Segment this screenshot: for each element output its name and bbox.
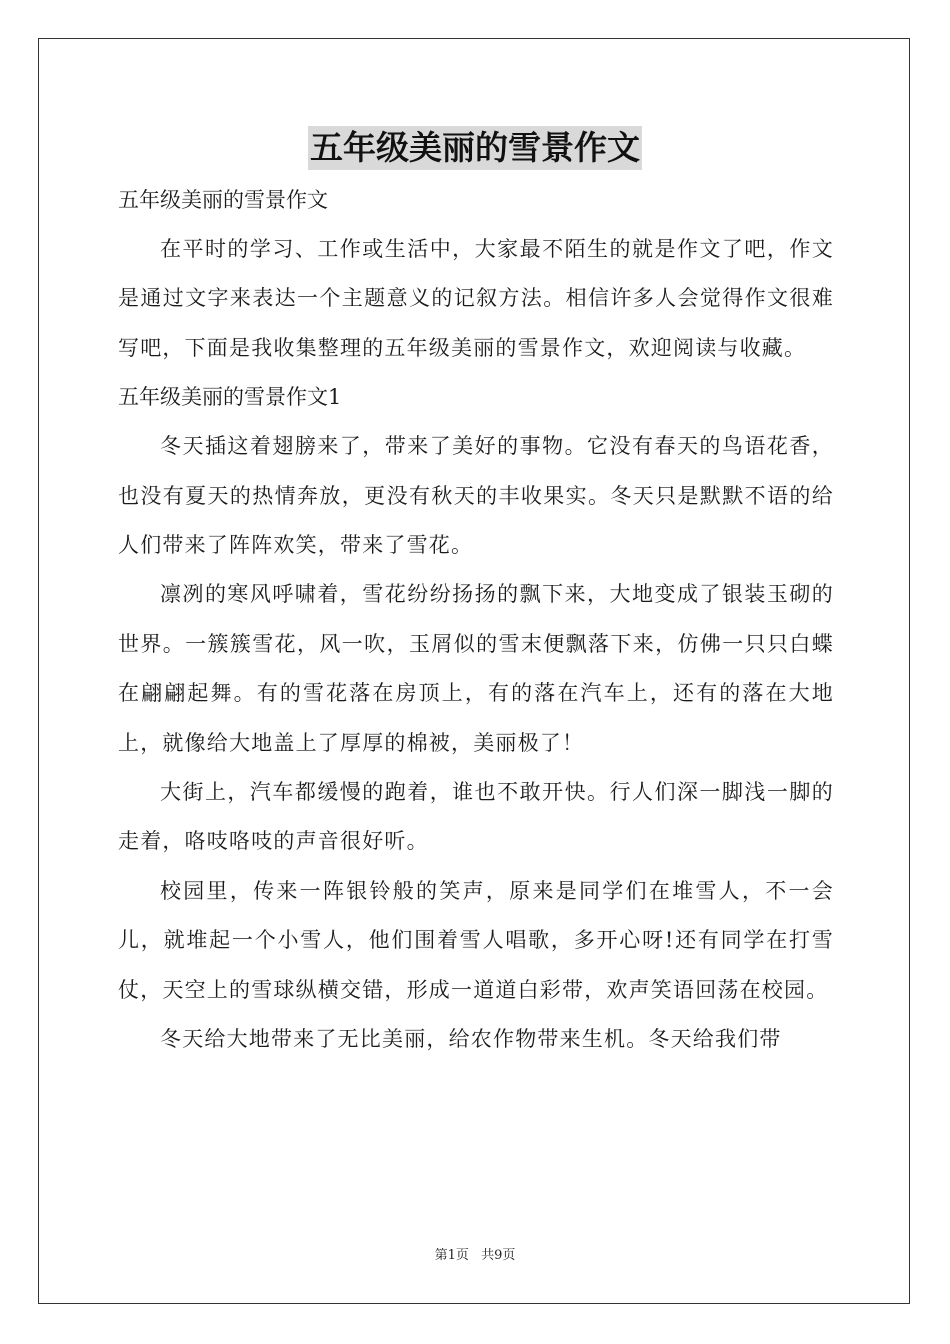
title-wrap xyxy=(0,126,950,170)
body-paragraph: 凛冽的寒风呼啸着，雪花纷纷扬扬的飘下来，大地变成了银装玉砌的世界。一簇簇雪花，风一吹，玉屑似的雪末便飘落下来，仿佛一只只白蝶在翩翩起舞。有的雪花落在房顶上，有的落在汽车上，还有的落在大地上，就像给大地盖上了厚厚的棉被，美丽极了！ xyxy=(118,582,834,755)
page-number: 第1页 xyxy=(434,1248,469,1263)
document-title: 五年级美丽的雪景作文 xyxy=(308,126,642,170)
page-footer xyxy=(0,1247,950,1265)
section-heading: 五年级美丽的雪景作文1 xyxy=(118,385,342,410)
body-paragraph: 冬天插这着翅膀来了，带来了美好的事物。它没有春天的鸟语花香，也没有夏天的热情奔放，更没有秋天的丰收果实。冬天只是默默不语的给人们带来了阵阵欢笑，带来了雪花。 xyxy=(118,434,834,558)
body-paragraph: 大街上，汽车都缓慢的跑着，谁也不敢开快。行人们深一脚浅一脚的走着，咯吱咯吱的声音很好听。 xyxy=(118,780,834,854)
page-total: 共9页 xyxy=(481,1248,516,1263)
intro-paragraph: 在平时的学习、工作或生活中，大家最不陌生的就是作文了吧，作文是通过文字来表达一个主题意义的记叙方法。相信许多人会觉得作文很难写吧，下面是我收集整理的五年级美丽的雪景作文，欢迎阅读与收藏。 xyxy=(118,237,834,360)
body-paragraph: 校园里，传来一阵银铃般的笑声，原来是同学们在堆雪人，不一会儿，就堆起一个小雪人，他们围着雪人唱歌，多开心呀!还有同学在打雪仗，天空上的雪球纵横交错，形成一道道白彩带，欢声笑语回荡在校园。 xyxy=(118,878,834,1002)
document-subtitle: 五年级美丽的雪景作文 xyxy=(118,188,328,212)
document-body xyxy=(118,176,834,1065)
body-paragraph: 冬天给大地带来了无比美丽，给农作物带来生机。冬天给我们带 xyxy=(160,1027,782,1052)
